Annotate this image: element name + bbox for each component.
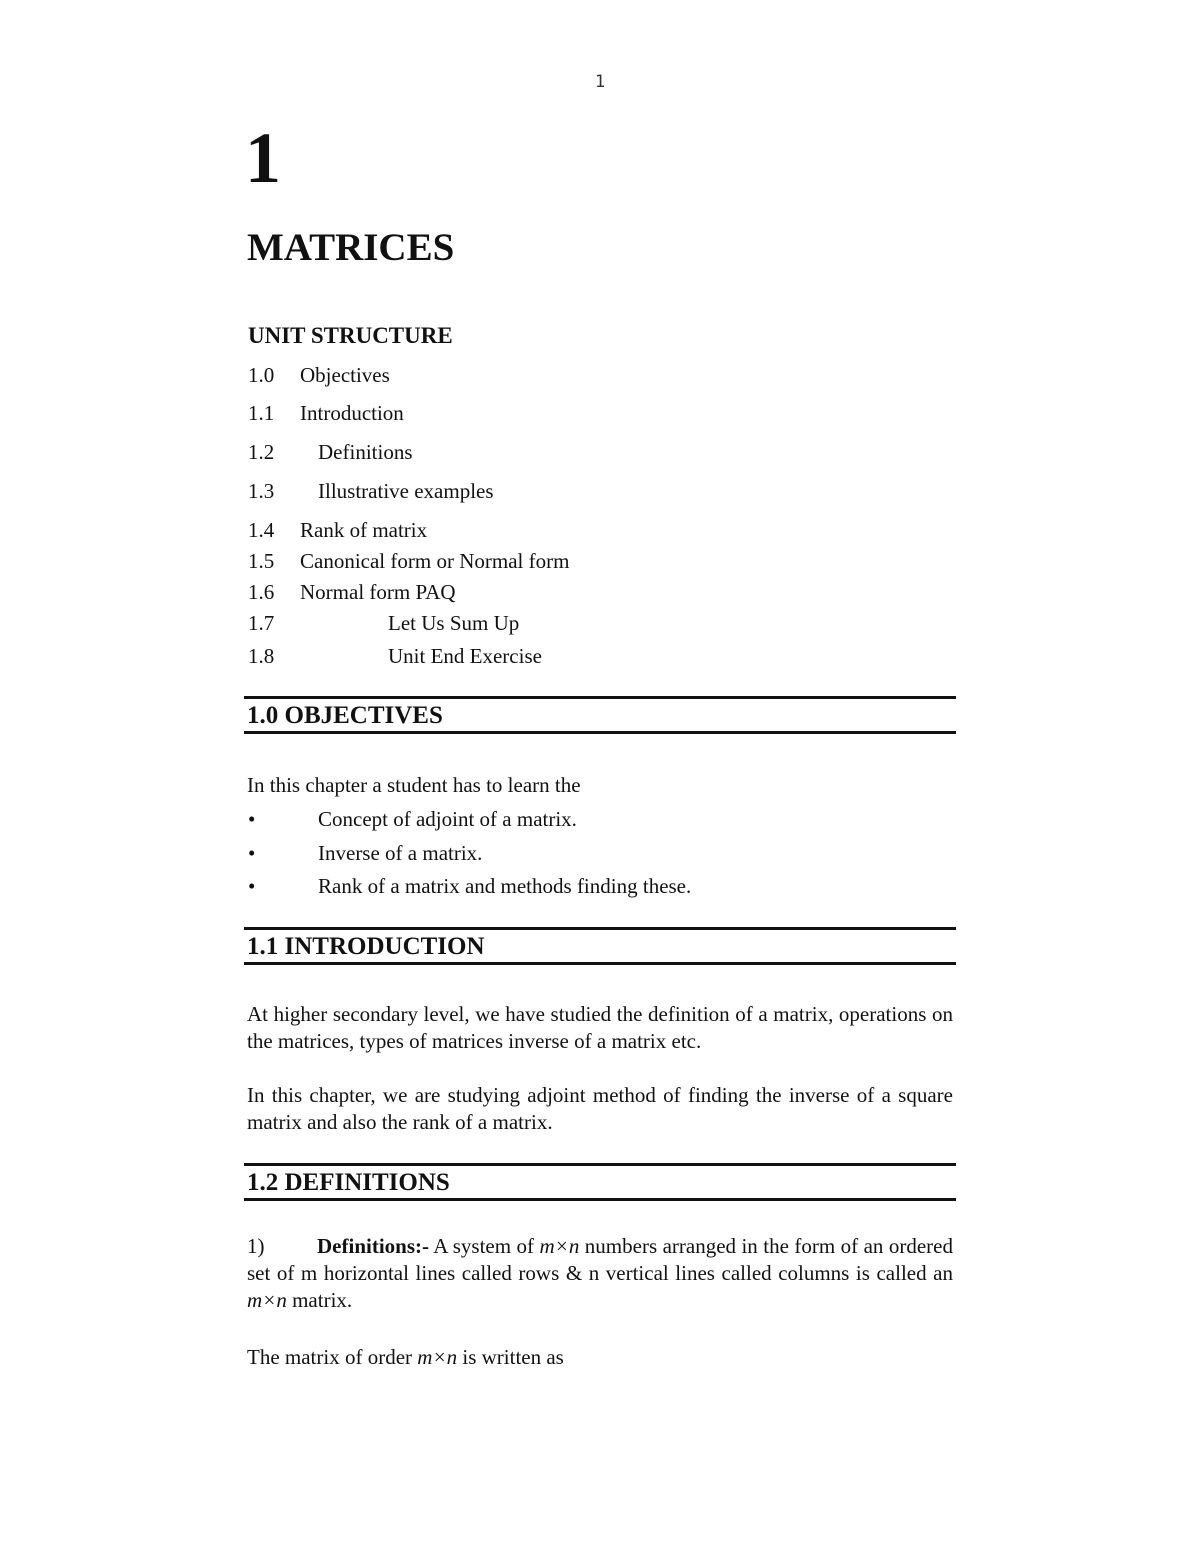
toc-item-label: Illustrative examples xyxy=(318,479,494,503)
definition-term: Definitions:- xyxy=(317,1234,429,1258)
toc-item-label: Unit End Exercise xyxy=(388,644,542,668)
toc-item-label: Let Us Sum Up xyxy=(388,611,520,635)
math-expression: m×n xyxy=(539,1234,580,1258)
list-item-text: Rank of a matrix and methods finding these. xyxy=(318,874,692,898)
section-heading-definitions xyxy=(244,1163,956,1201)
paragraph: At higher secondary level, we have studied the definition of a matrix, operations on the matrices, types of matrices inverse of a matrix etc. xyxy=(247,1002,953,1053)
definition-text: A system of xyxy=(429,1234,540,1258)
section-heading-introduction xyxy=(244,927,956,965)
toc-item-number: 1.5 xyxy=(248,549,275,573)
bullet-icon: • xyxy=(248,807,256,831)
toc-item-number: 1.0 xyxy=(248,363,275,387)
toc-item-label: Definitions xyxy=(318,440,413,464)
toc-item xyxy=(248,646,948,670)
chapter-number: 1 xyxy=(245,118,281,198)
section-heading-text: 1.0 OBJECTIVES xyxy=(247,702,443,729)
definition-text: numbers arranged in the form of an ordered set of m horizontal lines called rows & n vertical lines called columns is called an xyxy=(247,1234,953,1285)
toc-item-label: Introduction xyxy=(300,401,404,425)
definition-number: 1) xyxy=(247,1234,265,1258)
toc-item xyxy=(248,403,948,427)
paragraph: In this chapter, we are studying adjoint method of finding the inverse of a square matrix and also the rank of a matrix. xyxy=(247,1083,953,1134)
toc-item xyxy=(248,551,948,575)
bullet-icon: • xyxy=(248,874,256,898)
toc-item-number: 1.2 xyxy=(248,440,275,464)
toc-item-number: 1.7 xyxy=(248,611,275,635)
toc-item-number: 1.1 xyxy=(248,401,275,425)
chapter-title: MATRICES xyxy=(247,226,455,269)
toc-item xyxy=(248,520,948,544)
objectives-intro: In this chapter a student has to learn the xyxy=(247,773,581,797)
toc-item-label: Rank of matrix xyxy=(300,518,428,542)
toc-item-number: 1.3 xyxy=(248,479,275,503)
unit-structure-heading: UNIT STRUCTURE xyxy=(248,323,453,348)
order-line xyxy=(247,1344,953,1371)
order-line-text: is written as xyxy=(457,1345,564,1369)
section-heading-objectives xyxy=(244,696,956,734)
page-number: 1 xyxy=(594,72,606,92)
order-line-text: The matrix of order xyxy=(247,1345,418,1369)
toc-item xyxy=(248,365,948,389)
list-item-text: Inverse of a matrix. xyxy=(318,841,483,865)
toc-item-label: Objectives xyxy=(300,363,390,387)
toc-item-number: 1.8 xyxy=(248,644,275,668)
toc-item-number: 1.4 xyxy=(248,518,275,542)
toc-item-label: Canonical form or Normal form xyxy=(300,549,570,573)
toc-item xyxy=(248,442,948,466)
toc-item xyxy=(248,582,948,606)
bullet-icon: • xyxy=(248,841,256,865)
toc-item-number: 1.6 xyxy=(248,580,275,604)
math-expression: m×n xyxy=(417,1345,458,1369)
toc-item xyxy=(248,481,948,505)
section-heading-text: 1.2 DEFINITIONS xyxy=(247,1169,450,1196)
section-heading-text: 1.1 INTRODUCTION xyxy=(247,933,485,960)
definition-text: matrix. xyxy=(286,1288,353,1312)
definition-paragraph xyxy=(247,1233,953,1314)
list-item-text: Concept of adjoint of a matrix. xyxy=(318,807,577,831)
toc-item xyxy=(248,613,948,637)
math-expression: m×n xyxy=(247,1288,287,1312)
toc-item-label: Normal form PAQ xyxy=(300,580,456,604)
